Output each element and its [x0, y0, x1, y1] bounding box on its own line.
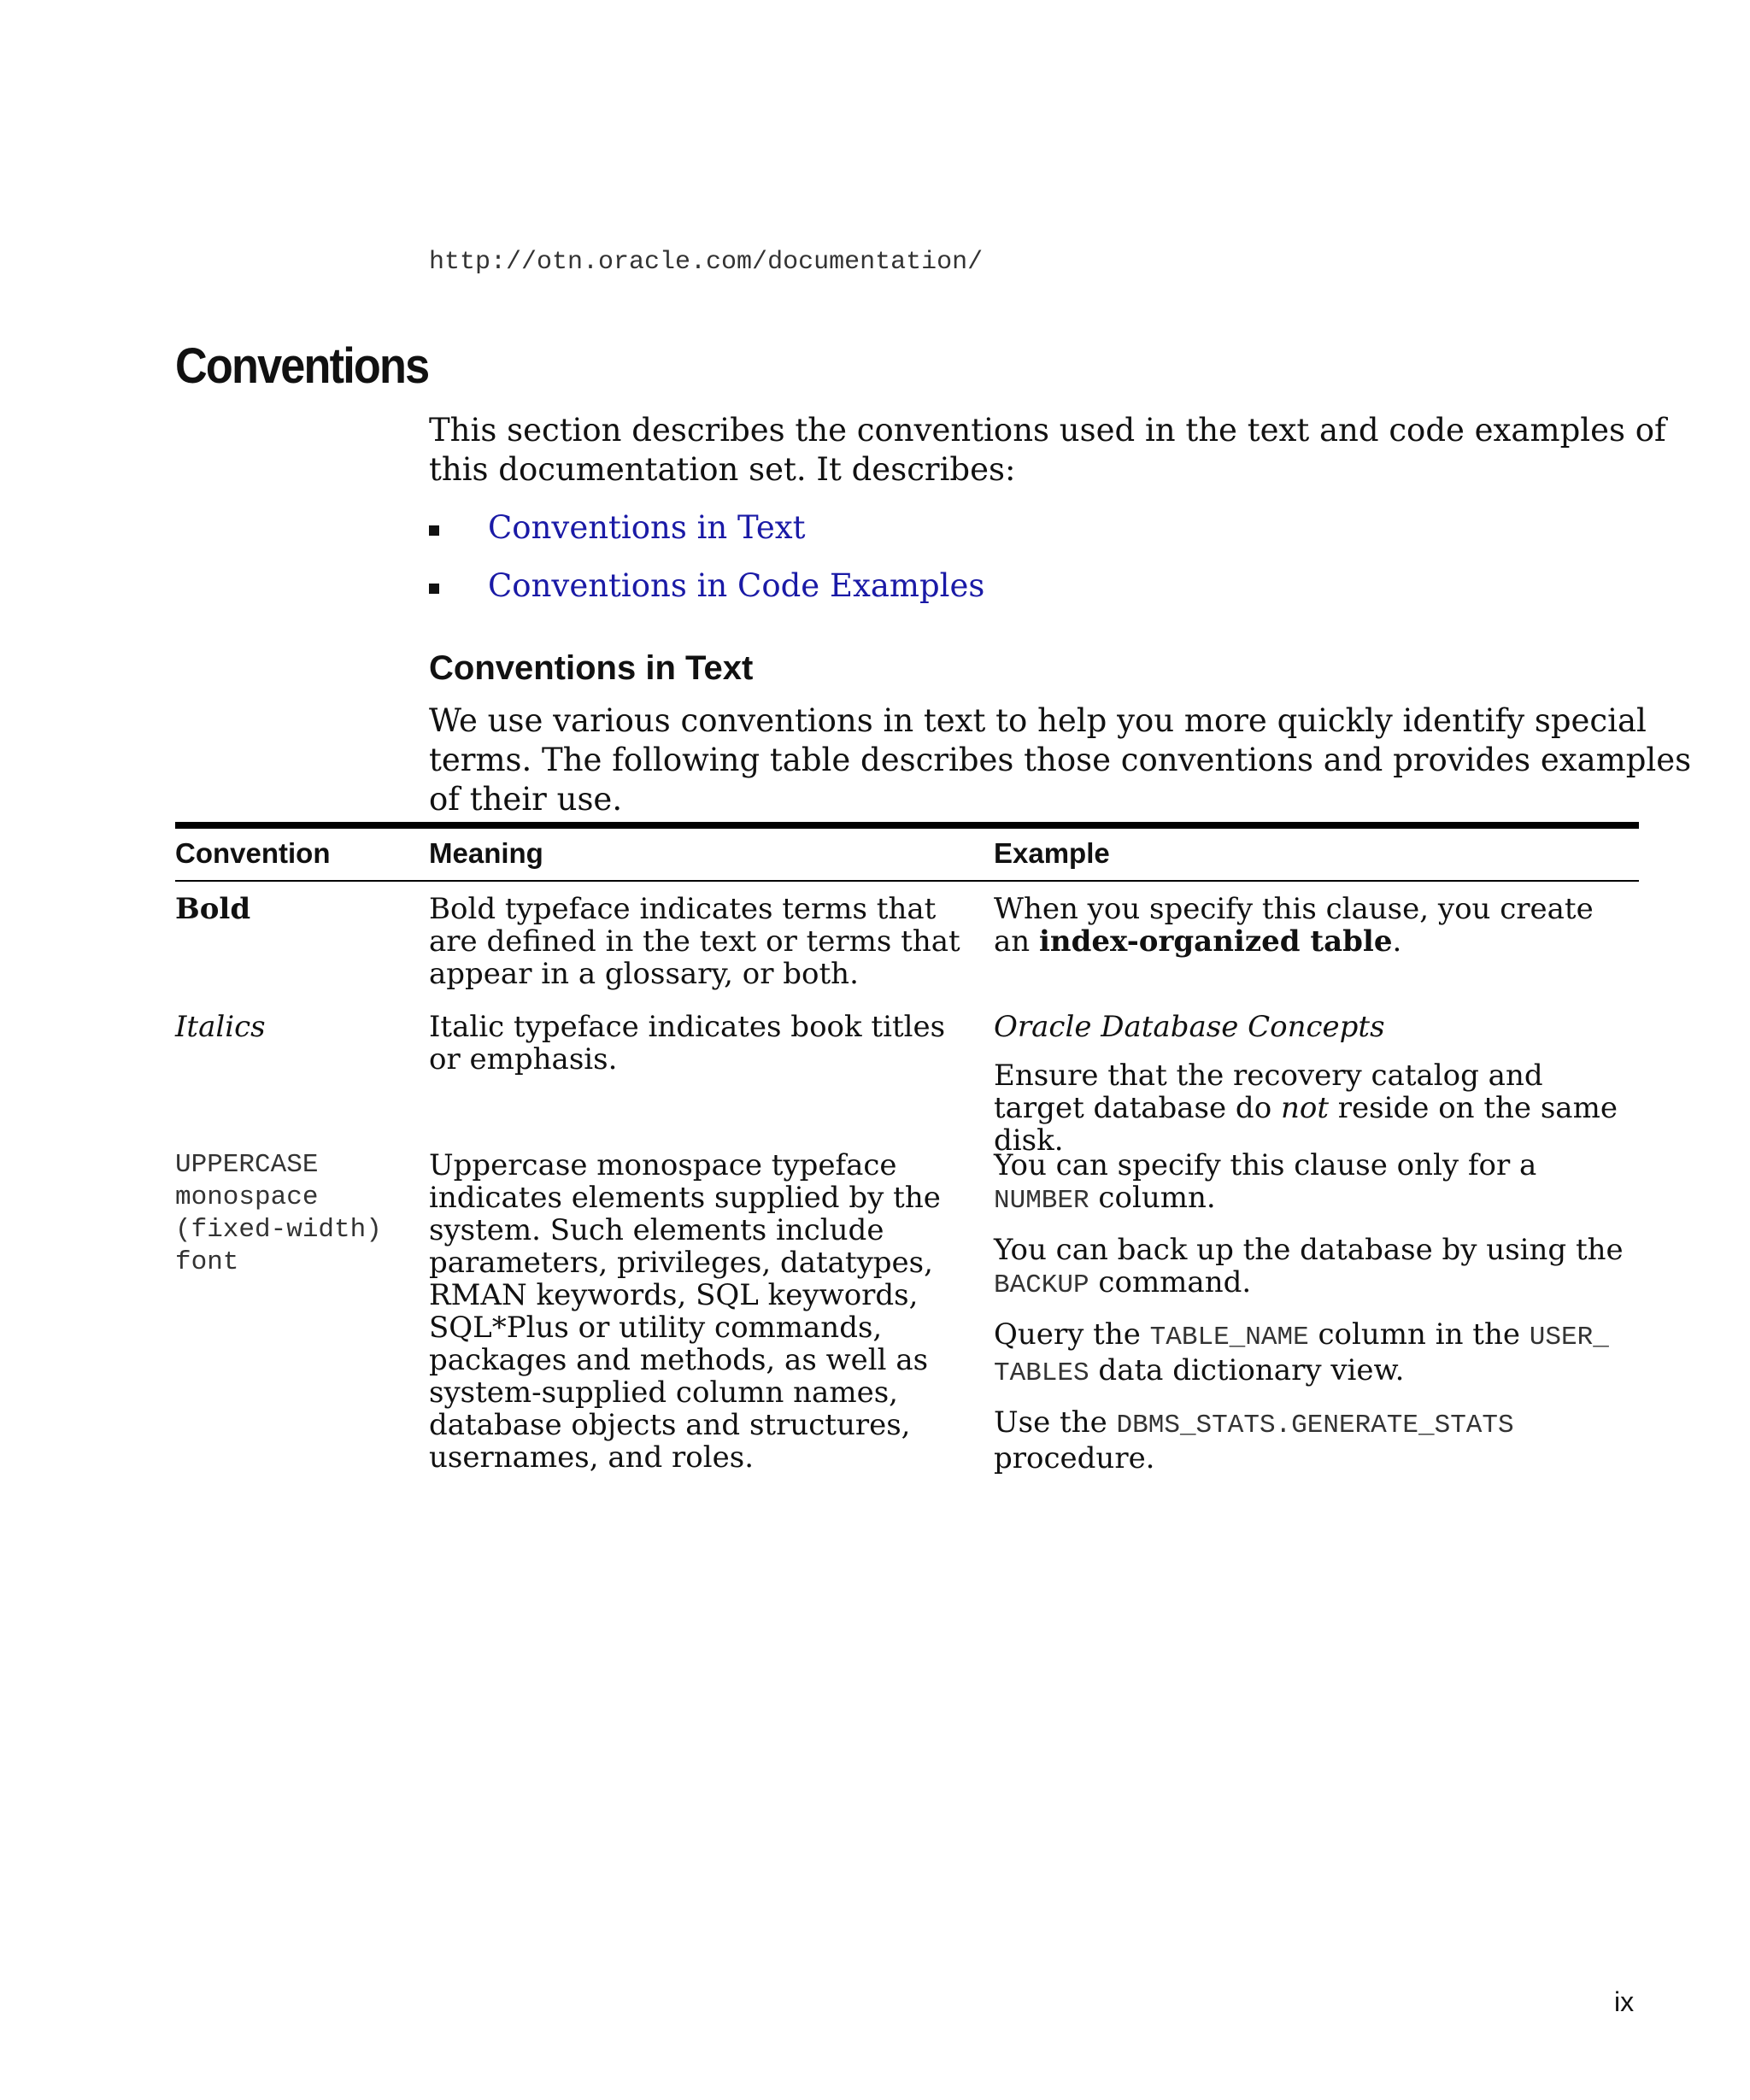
section-intro-paragraph: We use various conventions in text to help you more quickly identify special terms. The following table describes those conventions and provides examples of their use. — [429, 702, 1692, 818]
example-text: Query the TABLE_NAME column in the USER_ TABLES data dictionary view. — [994, 1317, 1609, 1388]
example-text: Ensure that the recovery catalog and target database do not reside on the same disk. — [994, 1059, 1618, 1158]
table-cell-convention: Bold — [175, 892, 251, 926]
intro-paragraph: This section describes the conventions used in the text and code examples of this documentation set. It describes: — [429, 412, 1666, 488]
page-number: ix — [1614, 1986, 1635, 2017]
documentation-url: http://otn.oracle.com/documentation/ — [429, 248, 984, 277]
table-cell-convention: Italics — [175, 1010, 266, 1044]
example-text: Oracle Database Concepts — [994, 1010, 1385, 1044]
toc-link-conventions-in-text[interactable]: Conventions in Text — [488, 509, 806, 546]
table-header-example: Example — [994, 837, 1110, 869]
toc-link-conventions-in-code-examples[interactable]: Conventions in Code Examples — [488, 567, 985, 604]
table-header-meaning: Meaning — [429, 837, 543, 869]
square-bullet-icon — [429, 584, 439, 594]
table-top-rule — [175, 822, 1639, 829]
page-title: Conventions — [175, 338, 429, 394]
example-text: You can back up the database by using the BACKUP command. — [994, 1233, 1624, 1300]
table-cell-meaning: Uppercase monospace typeface indicates elements supplied by the system. Such elements include parameters, privileges, datatypes, RMAN keywords, SQL keywords, SQL*Plus or utility commands, packages and methods, as well as system-supplied column names, database objects and structures, usernames, and roles. — [429, 1148, 941, 1475]
table-cell-example — [994, 1149, 1626, 1475]
table-cell-meaning: Bold typeface indicates terms that are defined in the text or terms that appear in a glossary, or both. — [429, 892, 960, 991]
section-subheading: Conventions in Text — [429, 649, 754, 687]
table-cell-example — [994, 893, 1626, 958]
example-text: When you specify this clause, you create an index-organized table. — [994, 892, 1594, 959]
example-text: Use the DBMS_STATS.GENERATE_STATS procedure. — [994, 1405, 1514, 1475]
example-text: You can specify this clause only for a NUMBER column. — [994, 1148, 1537, 1216]
table-header-convention: Convention — [175, 837, 331, 869]
table-cell-example — [994, 1011, 1626, 1157]
table-header-rule — [175, 880, 1639, 882]
table-cell-meaning: Italic typeface indicates book titles or emphasis. — [429, 1010, 946, 1076]
square-bullet-icon — [429, 525, 439, 536]
table-cell-convention: UPPERCASE monospace (fixed-width) font — [175, 1150, 382, 1277]
